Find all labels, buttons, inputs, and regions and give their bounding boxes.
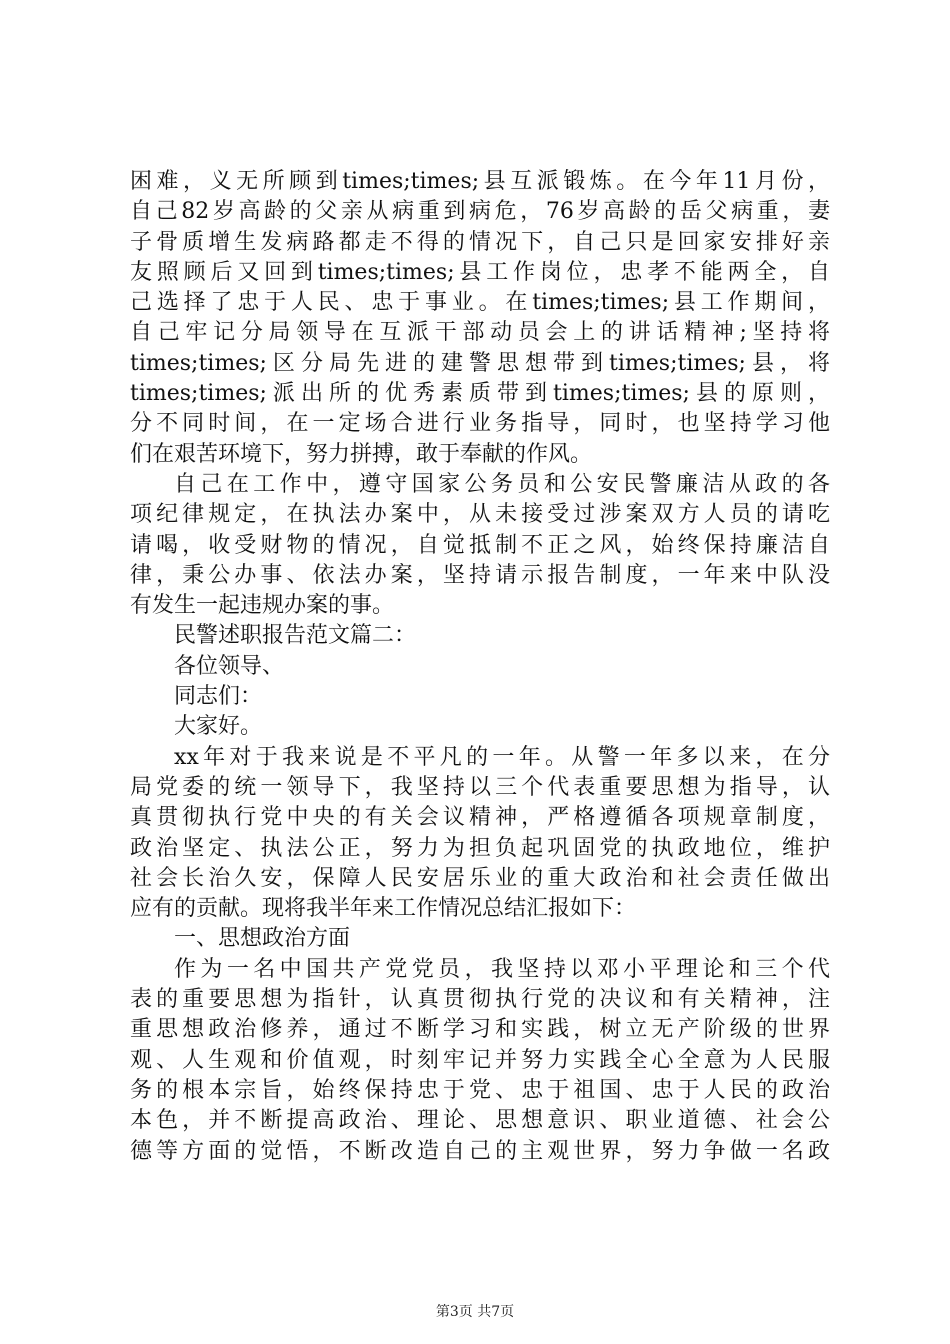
greeting-line: 大家好。	[174, 714, 263, 740]
text-line: xx年对于我来说是不平凡的一年。从警一年多以来，在分	[174, 744, 830, 770]
text-line: 表的重要思想为指针，认真贯彻执行党的决议和有关精神，注	[130, 987, 830, 1013]
text-line: 局党委的统一领导下，我坚持以三个代表重要思想为指导，认	[130, 774, 830, 800]
text-line: 自己82岁高龄的父亲从病重到病危，76岁高龄的岳父病重，妻	[130, 199, 830, 225]
text-line: 本色，并不断提高政治、理论、思想意识、职业道德、社会公	[130, 1108, 830, 1134]
section-heading: 民警述职报告范文篇二：	[174, 623, 417, 649]
text-line: 自己在工作中，遵守国家公务员和公安民警廉洁从政的各	[174, 471, 830, 497]
text-line: 社会长治久安，保障人民安居乐业的重大政治和社会责任做出	[130, 865, 830, 891]
text-line: 德等方面的觉悟，不断改造自己的主观世界，努力争做一名政	[130, 1138, 830, 1164]
text-line: 友照顾后又回到times;times;县工作岗位，忠孝不能两全，自	[130, 259, 830, 285]
text-line: times;times;区分局先进的建警思想带到times;times;县，将	[130, 350, 830, 376]
text-line: 有发生一起违规办案的事。	[130, 593, 395, 619]
section-heading: 一、思想政治方面	[174, 926, 351, 952]
document-body	[130, 167, 830, 1167]
text-line: 自己牢记分局领导在互派干部动员会上的讲话精神;坚持将	[130, 320, 830, 346]
salutation-line: 同志们：	[174, 684, 263, 710]
salutation-line: 各位领导、	[174, 653, 285, 679]
text-line: 观、人生观和价值观，时刻牢记并努力实践全心全意为人民服	[130, 1047, 830, 1073]
text-line: 己选择了忠于人民、忠于事业。在times;times;县工作期间，	[130, 290, 830, 316]
text-line: 子骨质增生发病路都走不得的情况下，自己只是回家安排好亲	[130, 229, 830, 255]
text-line: 重思想政治修养，通过不断学习和实践，树立无产阶级的世界	[130, 1017, 830, 1043]
text-line: 作为一名中国共产党党员，我坚持以邓小平理论和三个代	[174, 956, 830, 982]
text-line: 真贯彻执行党中央的有关会议精神，严格遵循各项规章制度，	[130, 805, 830, 831]
page-number-footer: 第3页 共7页	[435, 1304, 515, 1320]
text-line: 项纪律规定，在执法办案中，从未接受过涉案双方人员的请吃	[130, 502, 830, 528]
text-line: 困难，义无所顾到times;times;县互派锻炼。在今年11月份，	[130, 169, 830, 194]
text-line: 们在艰苦环境下，努力拼搏，敢于奉献的作风。	[130, 441, 593, 467]
text-line: 务的根本宗旨，始终保持忠于党、忠于祖国、忠于人民的政治	[130, 1077, 830, 1103]
text-line: 应有的贡献。现将我半年来工作情况总结汇报如下：	[130, 896, 637, 922]
text-line: 请喝，收受财物的情况，自觉抵制不正之风，始终保持廉洁自	[130, 532, 830, 558]
text-line: 政治坚定、执法公正，努力为担负起巩固党的执政地位，维护	[130, 835, 830, 861]
text-line: 律，秉公办事、依法办案，坚持请示报告制度，一年来中队没	[130, 562, 830, 588]
text-line: 分不同时间，在一定场合进行业务指导，同时，也坚持学习他	[130, 411, 830, 437]
text-line: times;times;派出所的优秀素质带到times;times;县的原则，	[130, 381, 830, 407]
